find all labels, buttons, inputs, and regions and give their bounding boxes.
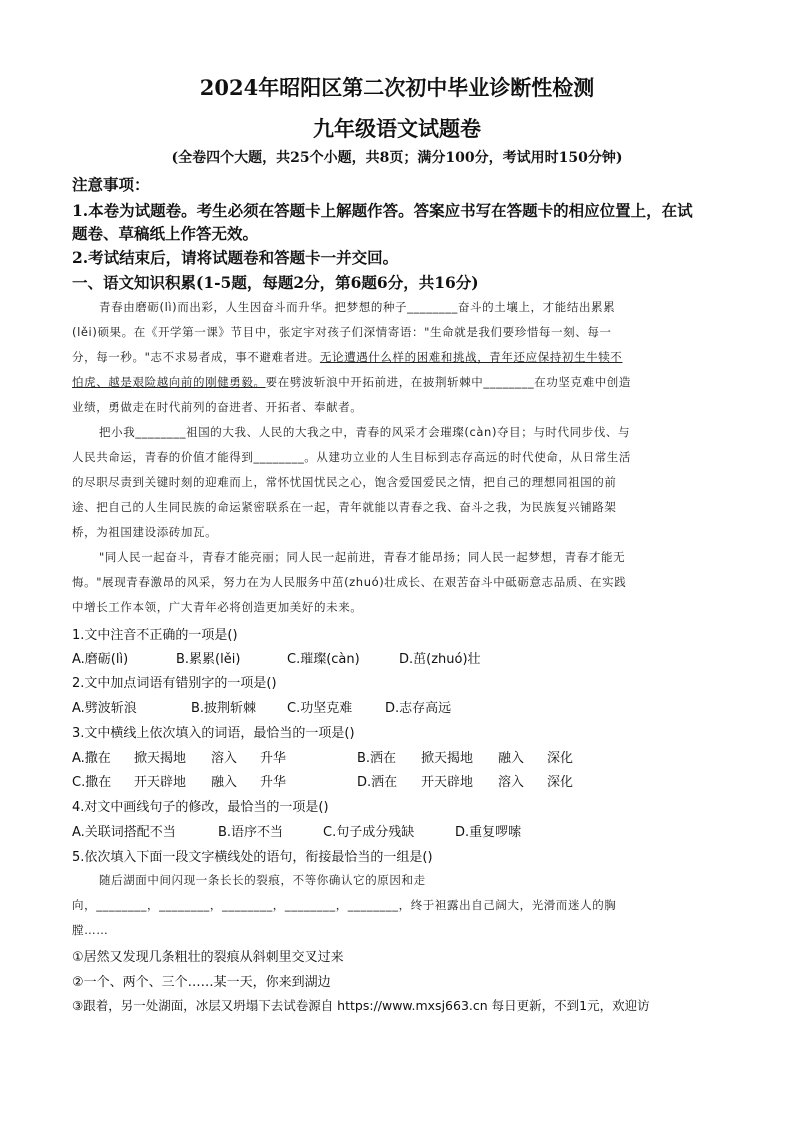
question-4-option-c: C.句子成分残缺 <box>323 825 415 840</box>
option-word: 升华 <box>260 775 287 790</box>
question-5-sentence-3: ③跟着，另一处湖面，冰层又坍塌下去试卷源自 https://www.mxsj663.cn 每日更新，不到1元，欢迎访 <box>72 998 650 1013</box>
section-1-heading: 一、语文知识积累(1-5题，每题2分，第6题6分，共16分) <box>72 273 479 292</box>
notice-item-2: 2.考试结束后，请将试题卷和答题卡一并交回。 <box>72 248 399 267</box>
option-word: 融入 <box>211 775 238 790</box>
question-2-option-c: C.功坚克难 <box>287 701 353 716</box>
exam-note: (全卷四个大题，共25个小题，共8页；满分100分，考试用时150分钟) <box>171 150 623 166</box>
question-4-stem: 4.对文中画线句子的修改，最恰当的一项是() <box>72 800 329 815</box>
question-5-text-line: 膛…… <box>72 923 109 937</box>
underlined-sentence: 无论遭遇什么样的困难和挑战，青年还应保持初生牛犊不 <box>319 350 623 364</box>
notice-heading: 注意事项： <box>72 175 150 194</box>
passage-line: 桥，为祖国建设添砖加瓦。 <box>72 525 218 539</box>
option-word: 融入 <box>498 751 525 766</box>
option-word: 溶入 <box>211 751 238 766</box>
notice-item-1-line-2: 题卷、草稿纸上作答无效。 <box>72 224 259 243</box>
question-1-option-d: D.茁(zhuó)壮 <box>399 652 481 667</box>
question-1-stem: 1.文中注音不正确的一项是() <box>72 628 238 643</box>
passage-text: 分，每一秒。"志不求易者成，事不避难者进。 <box>72 350 320 364</box>
option-word: 升华 <box>260 751 287 766</box>
question-2-stem: 2.文中加点词语有错别字的一项是() <box>72 676 277 691</box>
question-5-text-line: 向，________，________，________，________，________，终于袒露出自己阔大，光滑而迷人的胸 <box>72 898 617 912</box>
question-2-option-d: D.志存高远 <box>385 701 452 716</box>
question-1-option-c: C.璀璨(càn) <box>287 652 360 667</box>
question-4-option-a: A.关联词搭配不当 <box>72 825 176 840</box>
passage-line: 青春由磨砺(lì)而出彩，人生因奋斗而升华。把梦想的种子________奋斗的土壤上，才能结出累累 <box>99 300 616 314</box>
passage-text: 要在劈波斩浪中开拓前进，在披荆斩棘中________在功坚克难中创造 <box>265 375 632 389</box>
option-word: 掀天揭地 <box>421 751 474 766</box>
passage-line: 悔。"展现青春激昂的风采，努力在为人民服务中茁(zhuó)壮成长、在艰苦奋斗中砥砺意志品质、在实践 <box>72 575 627 589</box>
question-1-option-a: A.磨砺(lì) <box>72 652 129 667</box>
exam-subtitle: 九年级语文试题卷 <box>313 116 481 141</box>
option-word: A.撒在 <box>72 751 111 766</box>
question-2-option-b: B.披荆斩棘 <box>191 701 257 716</box>
option-word: C.撒在 <box>72 775 112 790</box>
passage-line: 的尽职尽责到关键时刻的迎难而上，常怀忧国忧民之心，饱含爱国爱民之情，把自己的理想同祖国的前 <box>72 475 617 489</box>
passage-line <box>72 374 631 390</box>
option-word: 溶入 <box>498 775 525 790</box>
option-word: 开天辟地 <box>421 775 474 790</box>
passage-line: "同人民一起奋斗，青春才能亮丽；同人民一起前进，青春才能昂扬；同人民一起梦想，青春才能无 <box>99 550 626 564</box>
question-5-sentence-1: ①居然又发现几条粗壮的裂痕从斜刺里交叉过来 <box>72 950 344 965</box>
option-word: 深化 <box>547 775 574 790</box>
exam-title: 2024年昭阳区第二次初中毕业诊断性检测 <box>199 75 595 100</box>
question-1-option-b: B.累累(lěi) <box>176 652 241 667</box>
option-word: 掀天揭地 <box>134 751 187 766</box>
option-word: B.洒在 <box>357 751 397 766</box>
question-4-option-d: D.重复啰嗦 <box>455 825 522 840</box>
passage-line: 人民共命运，青春的价值才能得到________。从建功立业的人生目标到志存高远的时代使命，从日常生活 <box>72 450 631 464</box>
passage-line <box>72 349 622 365</box>
passage-line: 中增长工作本领，广大青年必将创造更加美好的未来。 <box>72 600 363 614</box>
question-5-text-line: 随后湖面中间闪现一条长长的裂痕，不等你确认它的原因和走 <box>99 873 426 887</box>
question-4-option-b: B.语序不当 <box>218 825 284 840</box>
option-word: D.洒在 <box>357 775 398 790</box>
question-3-stem: 3.文中横线上依次填入的词语，最恰当的一项是() <box>72 726 355 741</box>
option-word: 开天辟地 <box>134 775 187 790</box>
passage-line: 把小我________祖国的大我、人民的大我之中，青春的风采才会璀璨(càn)夺目；与时代同步伐、与 <box>99 425 631 439</box>
notice-item-1-line-1: 1.本卷为试题卷。考生必须在答题卡上解题作答。答案应书写在答题卡的相应位置上，在试 <box>72 201 693 220</box>
question-2-option-a: A.劈波斩浪 <box>72 701 137 716</box>
passage-line: 业绩，勇做走在时代前列的奋进者、开拓者、奉献者。 <box>72 400 363 414</box>
question-5-stem: 5.依次填入下面一段文字横线处的语句，衔接最恰当的一组是() <box>72 850 433 865</box>
question-5-sentence-2: ②一个、两个、三个……某一天，你来到湖边 <box>72 975 331 990</box>
option-word: 深化 <box>547 751 574 766</box>
passage-line: (lěi)硕果。在《开学第一课》节目中，张定宇对孩子们深情寄语："生命就是我们要珍惜每一刻、每一 <box>72 325 612 339</box>
underlined-sentence: 怕虎、越是艰险越向前的刚健勇毅。 <box>72 375 266 389</box>
passage-line: 途、把自己的人生同民族的命运紧密联系在一起，青年就能以青春之我、奋斗之我，为民族复兴铺路架 <box>72 500 617 514</box>
